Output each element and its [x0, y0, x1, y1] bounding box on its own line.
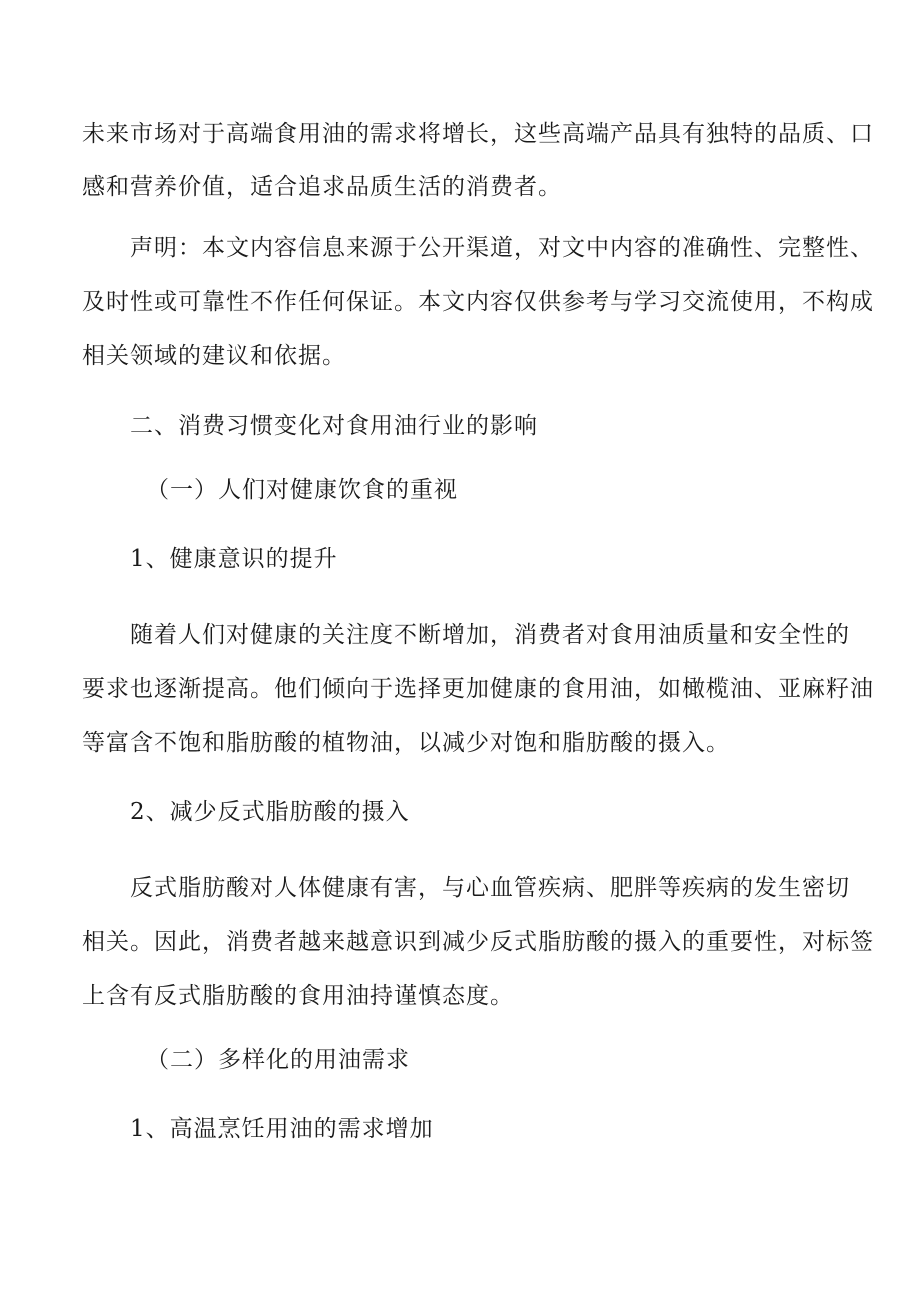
item-heading: 1、健康意识的提升 — [130, 546, 338, 572]
paragraph-line: 随着人们对健康的关注度不断增加，消费者对食用油质量和安全性的 — [130, 622, 850, 648]
disclaimer-line: 及时性或可靠性不作任何保证。本文内容仅供参考与学习交流使用，不构成 — [82, 289, 874, 315]
paragraph-line: 要求也逐渐提高。他们倾向于选择更加健康的食用油，如橄榄油、亚麻籽油 — [82, 676, 874, 702]
paragraph-line: 感和营养价值，适合追求品质生活的消费者。 — [82, 174, 562, 200]
subsection-heading: （二）多样化的用油需求 — [146, 1047, 410, 1073]
paragraph-line: 等富含不饱和脂肪酸的植物油，以减少对饱和脂肪酸的摄入。 — [82, 730, 730, 756]
paragraph-line: 上含有反式脂肪酸的食用油持谨慎态度。 — [82, 983, 514, 1009]
item-heading: 1、高温烹饪用油的需求增加 — [130, 1116, 434, 1142]
paragraph-line: 未来市场对于高端食用油的需求将增长，这些高端产品具有独特的品质、口 — [82, 121, 874, 147]
paragraph-line: 反式脂肪酸对人体健康有害，与心血管疾病、肥胖等疾病的发生密切 — [130, 875, 850, 901]
disclaimer-line: 相关领域的建议和依据。 — [82, 343, 346, 369]
paragraph-line: 相关。因此，消费者越来越意识到减少反式脂肪酸的摄入的重要性，对标签 — [82, 929, 874, 955]
disclaimer-line: 声明：本文内容信息来源于公开渠道，对文中内容的准确性、完整性、 — [130, 235, 874, 261]
section-heading: 二、消费习惯变化对食用油行业的影响 — [130, 413, 538, 439]
subsection-heading: （一）人们对健康饮食的重视 — [146, 477, 458, 503]
item-heading: 2、减少反式脂肪酸的摄入 — [130, 799, 410, 825]
